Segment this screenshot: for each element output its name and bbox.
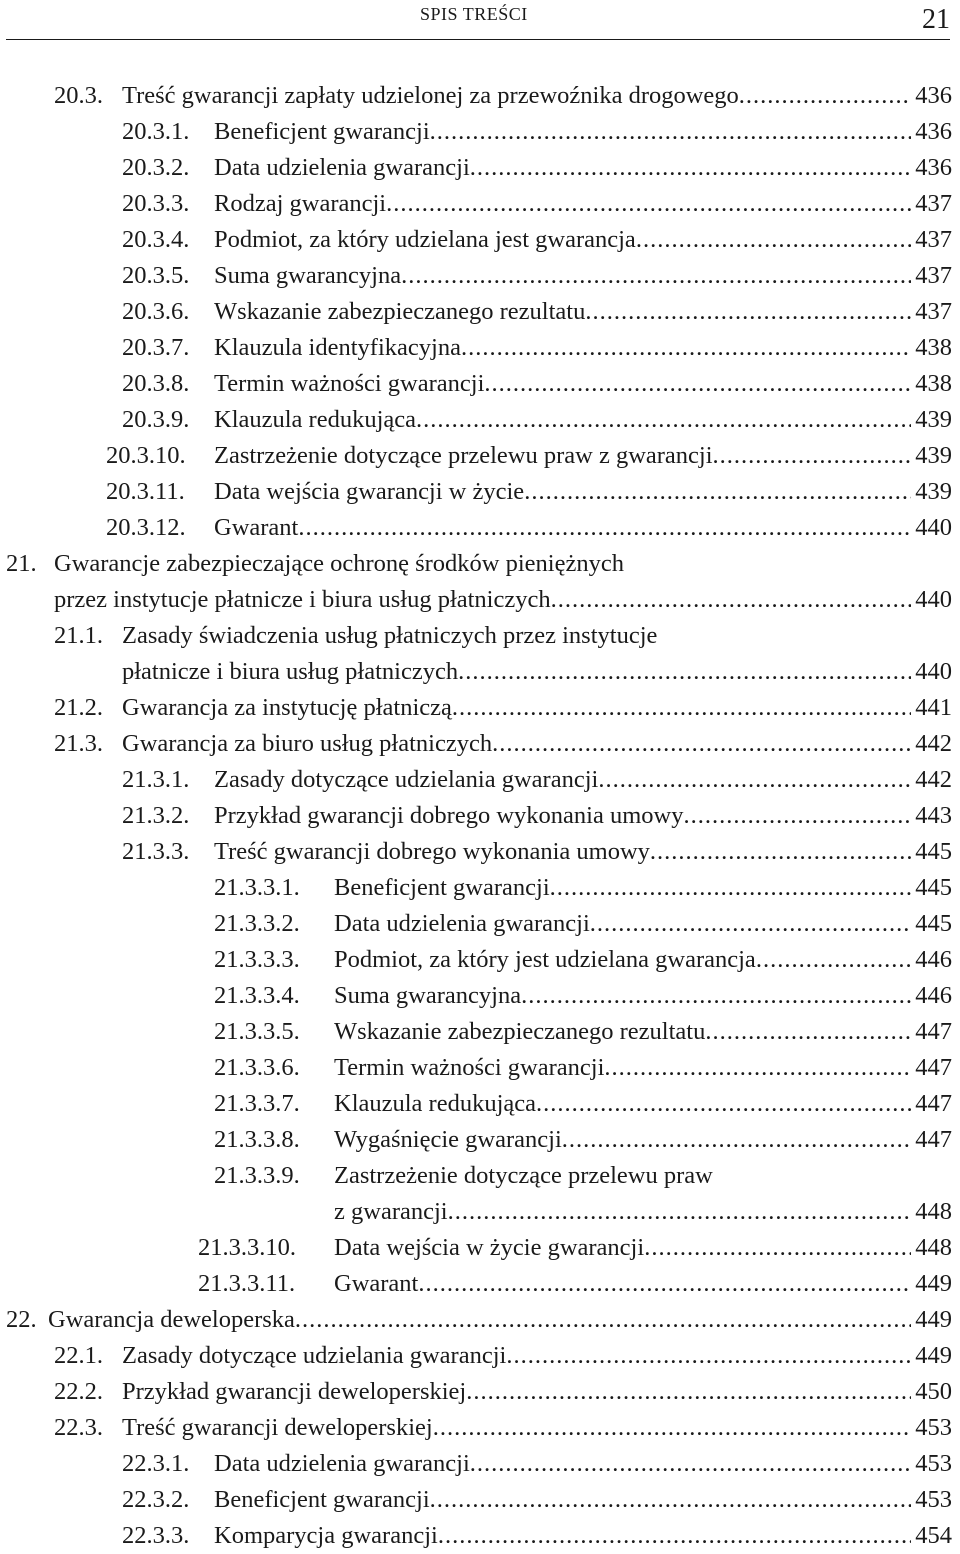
toc-entry-number: 21.3.3.1. <box>214 874 300 901</box>
toc-entry-line <box>214 114 952 150</box>
toc-entry-page: 440 <box>915 586 952 613</box>
dot-leader <box>452 690 911 726</box>
toc-entry-page: 450 <box>915 1378 952 1405</box>
toc-entry-page: 441 <box>915 694 952 721</box>
toc-entry-title: Suma gwarancyjna <box>334 982 522 1009</box>
toc-entry-number: 22.3.3. <box>122 1522 190 1549</box>
toc-entry <box>0 402 960 438</box>
toc-entry-line <box>334 1086 952 1122</box>
toc-entry-title: Beneficjent gwarancji <box>334 874 550 901</box>
dot-leader <box>386 186 911 222</box>
toc-entry <box>0 762 960 798</box>
toc-entry-page: 447 <box>915 1054 952 1081</box>
running-title: SPIS TREŚCI <box>420 4 528 24</box>
dot-leader <box>470 150 911 186</box>
toc-entry-line <box>122 1338 952 1374</box>
toc-entry-page: 438 <box>915 334 952 361</box>
toc-entry-number: 20.3. <box>54 82 103 109</box>
toc-entry <box>0 114 960 150</box>
toc-entry-title-first-line: Zasady świadczenia usług płatniczych przez instytucje <box>122 622 658 649</box>
toc-entry-page: 442 <box>915 766 952 793</box>
dot-leader <box>466 1374 911 1410</box>
toc-entry-page: 445 <box>915 874 952 901</box>
toc-entry-title: Wskazanie zabezpieczanego rezultatu <box>214 298 586 325</box>
dot-leader <box>590 906 911 942</box>
toc-entry-page: 439 <box>915 406 952 433</box>
toc-entry-line <box>214 150 952 186</box>
dot-leader <box>644 1230 911 1266</box>
toc-entry-page: 436 <box>915 154 952 181</box>
toc-entry-line <box>214 294 952 330</box>
toc-entry-title-block <box>334 1122 952 1158</box>
toc-entry-page: 436 <box>915 82 952 109</box>
toc-entry-line <box>334 1230 952 1266</box>
toc-entry-title-block <box>214 1446 952 1482</box>
toc-entry-page: 449 <box>915 1270 952 1297</box>
toc-entry <box>0 150 960 186</box>
toc-entry-number: 21.3.3.4. <box>214 982 300 1009</box>
toc-entry-line <box>122 78 952 114</box>
toc-entry-title-block <box>214 474 952 510</box>
toc-entry-page: 437 <box>915 298 952 325</box>
toc-entry-line <box>48 1302 952 1338</box>
toc-entry-line <box>334 1014 952 1050</box>
toc-entry-page: 448 <box>915 1198 952 1225</box>
toc-entry <box>0 438 960 474</box>
toc-entry-line <box>214 474 952 510</box>
toc-entry <box>0 1374 960 1410</box>
toc-entry-title: Zasady dotyczące udzielania gwarancji <box>122 1342 507 1369</box>
toc-entry <box>0 690 960 726</box>
toc-entry-number: 21.3.3.7. <box>214 1090 300 1117</box>
toc-entry-line <box>214 438 952 474</box>
toc-entry-title-block <box>334 1086 952 1122</box>
toc-entry-line <box>214 834 952 870</box>
table-of-contents <box>0 78 960 1554</box>
dot-leader <box>430 1482 912 1518</box>
toc-entry-page: 436 <box>915 118 952 145</box>
toc-entry-title-block <box>214 366 952 402</box>
toc-entry <box>0 1014 960 1050</box>
toc-entry <box>0 1266 960 1302</box>
dot-leader <box>683 798 911 834</box>
toc-entry-title: Beneficjent gwarancji <box>214 1486 430 1513</box>
toc-entry-title: Gwarancja za instytucję płatniczą <box>122 694 452 721</box>
toc-entry-number: 21.3.2. <box>122 802 190 829</box>
toc-entry-line <box>214 330 952 366</box>
toc-entry-number: 20.3.8. <box>122 370 190 397</box>
toc-entry-line <box>122 690 952 726</box>
toc-entry-title-block <box>214 222 952 258</box>
dot-leader <box>433 1410 912 1446</box>
toc-entry-title-block <box>122 690 952 726</box>
toc-entry-line <box>214 798 952 834</box>
toc-entry <box>0 906 960 942</box>
toc-entry-line <box>214 402 952 438</box>
dot-leader <box>585 294 911 330</box>
toc-entry-title: Klauzula redukująca <box>334 1090 537 1117</box>
toc-entry-line <box>122 1374 952 1410</box>
toc-entry-title-block <box>214 114 952 150</box>
toc-entry-number: 21.3.3.5. <box>214 1018 300 1045</box>
toc-entry-title: Suma gwarancyjna <box>214 262 402 289</box>
toc-entry-title-block <box>214 438 952 474</box>
dot-leader <box>484 366 911 402</box>
toc-entry-title: płatnicze i biura usług płatniczych <box>122 658 459 685</box>
dot-leader <box>461 330 911 366</box>
toc-entry-title-first-line: Zastrzeżenie dotyczące przelewu praw <box>334 1162 713 1189</box>
toc-entry-line <box>122 654 952 690</box>
toc-entry-number: 21.3.3.2. <box>214 910 300 937</box>
toc-entry-title: Gwarancja za biuro usług płatniczych <box>122 730 493 757</box>
toc-entry <box>0 1302 960 1338</box>
toc-entry-title-block <box>122 1374 952 1410</box>
page-number: 21 <box>922 4 950 35</box>
toc-entry-title-block <box>214 1482 952 1518</box>
toc-entry-title-block <box>214 294 952 330</box>
toc-entry <box>0 366 960 402</box>
toc-entry-title-block <box>214 150 952 186</box>
toc-entry-title: Gwarant <box>214 514 299 541</box>
toc-entry <box>0 1338 960 1374</box>
toc-entry-title-block <box>334 1014 952 1050</box>
toc-entry-title: Treść gwarancji dobrego wykonania umowy <box>214 838 650 865</box>
toc-entry-title: Data udzielenia gwarancji <box>214 154 470 181</box>
toc-entry <box>0 294 960 330</box>
toc-entry-number: 20.3.6. <box>122 298 190 325</box>
toc-entry-page: 439 <box>915 478 952 505</box>
toc-entry <box>0 258 960 294</box>
toc-entry-title-block <box>214 1518 952 1554</box>
toc-entry-title-block <box>334 1266 952 1302</box>
toc-entry-title-block <box>334 870 952 906</box>
toc-entry-page: 449 <box>915 1342 952 1369</box>
toc-entry-number: 22.3.1. <box>122 1450 190 1477</box>
toc-entry-title-block <box>122 78 952 114</box>
toc-entry-title-block <box>214 402 952 438</box>
toc-entry <box>0 618 960 690</box>
toc-entry-title: Beneficjent gwarancji <box>214 118 430 145</box>
toc-entry-title-block <box>214 510 952 546</box>
dot-leader <box>705 1014 911 1050</box>
toc-entry-page: 445 <box>915 910 952 937</box>
toc-entry-number: 20.3.3. <box>122 190 190 217</box>
toc-entry-number: 20.3.7. <box>122 334 190 361</box>
toc-entry <box>0 978 960 1014</box>
toc-entry-title: Treść gwarancji zapłaty udzielonej za przewoźnika drogowego <box>122 82 739 109</box>
toc-entry <box>0 1482 960 1518</box>
toc-entry-number: 21.3. <box>54 730 103 757</box>
toc-entry-line <box>122 1410 952 1446</box>
toc-entry-line <box>334 1266 952 1302</box>
dot-leader <box>524 474 911 510</box>
toc-entry-line <box>214 762 952 798</box>
toc-entry-line <box>214 222 952 258</box>
toc-entry-title: Zastrzeżenie dotyczące przelewu praw z gwarancji <box>214 442 713 469</box>
toc-entry-number: 21.3.3.8. <box>214 1126 300 1153</box>
toc-entry-title: Treść gwarancji deweloperskiej <box>122 1414 433 1441</box>
toc-entry-title-block <box>334 1230 952 1266</box>
toc-entry-title: Gwarancja deweloperska <box>48 1306 295 1333</box>
toc-entry-page: 453 <box>915 1486 952 1513</box>
toc-entry-number: 20.3.4. <box>122 226 190 253</box>
toc-entry <box>0 1518 960 1554</box>
dot-leader <box>562 1122 911 1158</box>
dot-leader <box>492 726 911 762</box>
dot-leader <box>448 1194 912 1230</box>
toc-entry <box>0 870 960 906</box>
toc-entry-page: 453 <box>915 1450 952 1477</box>
toc-entry-title-block <box>214 186 952 222</box>
toc-entry-page: 446 <box>915 982 952 1009</box>
toc-entry-line <box>334 1122 952 1158</box>
toc-entry-title-block <box>122 1338 952 1374</box>
toc-entry-title: Data wejścia w życie gwarancji <box>334 1234 645 1261</box>
toc-entry-title: Podmiot, za który udzielana jest gwarancja <box>214 226 636 253</box>
toc-entry <box>0 546 960 618</box>
dot-leader <box>438 1518 911 1554</box>
dot-leader <box>470 1446 911 1482</box>
toc-entry-number: 21.3.3.10. <box>198 1234 296 1261</box>
toc-entry-title-first-line: Gwarancje zabezpieczające ochronę środków pieniężnych <box>54 550 624 577</box>
toc-entry-title: Rodzaj gwarancji <box>214 190 387 217</box>
toc-entry-line <box>334 870 952 906</box>
toc-entry-title: z gwarancji <box>334 1198 448 1225</box>
toc-entry-number: 22.3. <box>54 1414 103 1441</box>
toc-entry-line <box>122 726 952 762</box>
page-header <box>0 0 960 40</box>
toc-entry <box>0 510 960 546</box>
toc-entry <box>0 726 960 762</box>
toc-entry-title: Klauzula identyfikacyjna <box>214 334 461 361</box>
toc-entry-title: Klauzula redukująca <box>214 406 417 433</box>
toc-entry <box>0 474 960 510</box>
toc-entry-title-block <box>334 942 952 978</box>
toc-entry-page: 448 <box>915 1234 952 1261</box>
toc-entry-title: Gwarant <box>334 1270 419 1297</box>
toc-entry-page: 447 <box>915 1126 952 1153</box>
toc-entry-number: 20.3.11. <box>106 478 185 505</box>
dot-leader <box>430 114 912 150</box>
toc-entry-title-block <box>214 762 952 798</box>
toc-entry-page: 454 <box>915 1522 952 1549</box>
toc-entry-title: Wygaśnięcie gwarancji <box>334 1126 562 1153</box>
toc-entry-page: 440 <box>915 658 952 685</box>
toc-entry-page: 438 <box>915 370 952 397</box>
toc-entry-number: 22.3.2. <box>122 1486 190 1513</box>
toc-entry <box>0 1122 960 1158</box>
toc-entry-number: 20.3.9. <box>122 406 190 433</box>
toc-entry-number: 22.2. <box>54 1378 103 1405</box>
toc-entry <box>0 78 960 114</box>
toc-entry-title: Termin ważności gwarancji <box>334 1054 605 1081</box>
toc-entry-title-block <box>122 1410 952 1446</box>
toc-entry-page: 447 <box>915 1018 952 1045</box>
toc-entry-title-block <box>334 906 952 942</box>
toc-entry-line <box>214 510 952 546</box>
toc-entry-title: Termin ważności gwarancji <box>214 370 485 397</box>
toc-entry-title-block <box>214 798 952 834</box>
toc-entry-number: 21.3.3.9. <box>214 1162 300 1189</box>
toc-entry-line <box>334 1050 952 1086</box>
dot-leader <box>756 942 911 978</box>
toc-entry-title-block <box>48 1302 952 1338</box>
toc-entry-line <box>214 1518 952 1554</box>
toc-entry-page: 437 <box>915 262 952 289</box>
toc-entry-line <box>214 186 952 222</box>
toc-entry-page: 453 <box>915 1414 952 1441</box>
toc-entry-title-block <box>214 258 952 294</box>
dot-leader <box>650 834 911 870</box>
toc-entry-line <box>334 942 952 978</box>
toc-entry-title-block <box>334 978 952 1014</box>
toc-entry-title: Data udzielenia gwarancji <box>334 910 590 937</box>
toc-entry-page: 449 <box>915 1306 952 1333</box>
dot-leader <box>598 762 911 798</box>
toc-entry-title-block <box>334 1050 952 1086</box>
toc-entry <box>0 222 960 258</box>
toc-entry <box>0 942 960 978</box>
toc-entry-line <box>334 906 952 942</box>
toc-entry-number: 21.3.1. <box>122 766 190 793</box>
toc-entry-number: 20.3.2. <box>122 154 190 181</box>
toc-entry-page: 437 <box>915 226 952 253</box>
dot-leader <box>713 438 912 474</box>
dot-leader <box>636 222 911 258</box>
toc-entry <box>0 1230 960 1266</box>
toc-entry <box>0 186 960 222</box>
toc-entry-page: 439 <box>915 442 952 469</box>
toc-entry-number: 20.3.1. <box>122 118 190 145</box>
toc-entry-number: 21. <box>6 550 37 577</box>
toc-entry-title: Zasady dotyczące udzielania gwarancji <box>214 766 599 793</box>
dot-leader <box>506 1338 911 1374</box>
toc-entry-number: 20.3.5. <box>122 262 190 289</box>
toc-entry-title-block <box>54 546 952 618</box>
toc-entry-line <box>214 366 952 402</box>
dot-leader <box>295 1302 911 1338</box>
toc-entry-title: Przykład gwarancji deweloperskiej <box>122 1378 467 1405</box>
toc-entry-title-block <box>122 618 952 690</box>
toc-entry-title: Data wejścia gwarancji w życie <box>214 478 525 505</box>
toc-entry-line <box>214 258 952 294</box>
toc-entry-number: 20.3.12. <box>106 514 186 541</box>
toc-entry-title: przez instytucje płatnicze i biura usług płatniczych <box>54 586 551 613</box>
toc-entry-line <box>214 1482 952 1518</box>
toc-entry <box>0 834 960 870</box>
toc-entry-title-block <box>214 330 952 366</box>
toc-entry <box>0 1050 960 1086</box>
toc-entry-number: 20.3.10. <box>106 442 186 469</box>
toc-entry-page: 446 <box>915 946 952 973</box>
toc-entry <box>0 1158 960 1230</box>
toc-entry-title: Wskazanie zabezpieczanego rezultatu <box>334 1018 706 1045</box>
dot-leader <box>536 1086 911 1122</box>
toc-entry-page: 445 <box>915 838 952 865</box>
toc-entry-page: 437 <box>915 190 952 217</box>
toc-entry-title-block <box>122 726 952 762</box>
dot-leader <box>298 510 911 546</box>
toc-entry-page: 442 <box>915 730 952 757</box>
header-rule <box>6 39 950 40</box>
toc-entry-number: 22.1. <box>54 1342 103 1369</box>
toc-entry <box>0 1086 960 1122</box>
toc-entry-line <box>54 582 952 618</box>
toc-entry-number: 21.2. <box>54 694 103 721</box>
dot-leader <box>604 1050 911 1086</box>
toc-entry <box>0 1446 960 1482</box>
toc-entry-page: 447 <box>915 1090 952 1117</box>
toc-entry-number: 22. <box>6 1306 37 1333</box>
toc-entry-number: 21.3.3.6. <box>214 1054 300 1081</box>
dot-leader <box>550 870 912 906</box>
toc-entry-number: 21.3.3.3. <box>214 946 300 973</box>
dot-leader <box>551 582 912 618</box>
toc-entry-title: Data udzielenia gwarancji <box>214 1450 470 1477</box>
dot-leader <box>418 1266 911 1302</box>
dot-leader <box>401 258 911 294</box>
toc-entry-title-block <box>334 1158 952 1230</box>
toc-entry-page: 443 <box>915 802 952 829</box>
dot-leader <box>458 654 911 690</box>
toc-entry-line <box>334 978 952 1014</box>
toc-entry-title: Przykład gwarancji dobrego wykonania umowy <box>214 802 684 829</box>
toc-entry-title-block <box>214 834 952 870</box>
toc-entry-line <box>334 1194 952 1230</box>
toc-entry-page: 440 <box>915 514 952 541</box>
toc-entry-title: Podmiot, za który jest udzielana gwarancja <box>334 946 756 973</box>
toc-entry <box>0 1410 960 1446</box>
toc-entry-title: Komparycja gwarancji <box>214 1522 438 1549</box>
toc-entry-number: 21.3.3. <box>122 838 190 865</box>
toc-entry-line <box>214 1446 952 1482</box>
dot-leader <box>416 402 911 438</box>
toc-entry <box>0 798 960 834</box>
dot-leader <box>521 978 911 1014</box>
dot-leader <box>739 78 911 114</box>
toc-entry-number: 21.1. <box>54 622 103 649</box>
toc-entry <box>0 330 960 366</box>
toc-entry-number: 21.3.3.11. <box>198 1270 296 1297</box>
